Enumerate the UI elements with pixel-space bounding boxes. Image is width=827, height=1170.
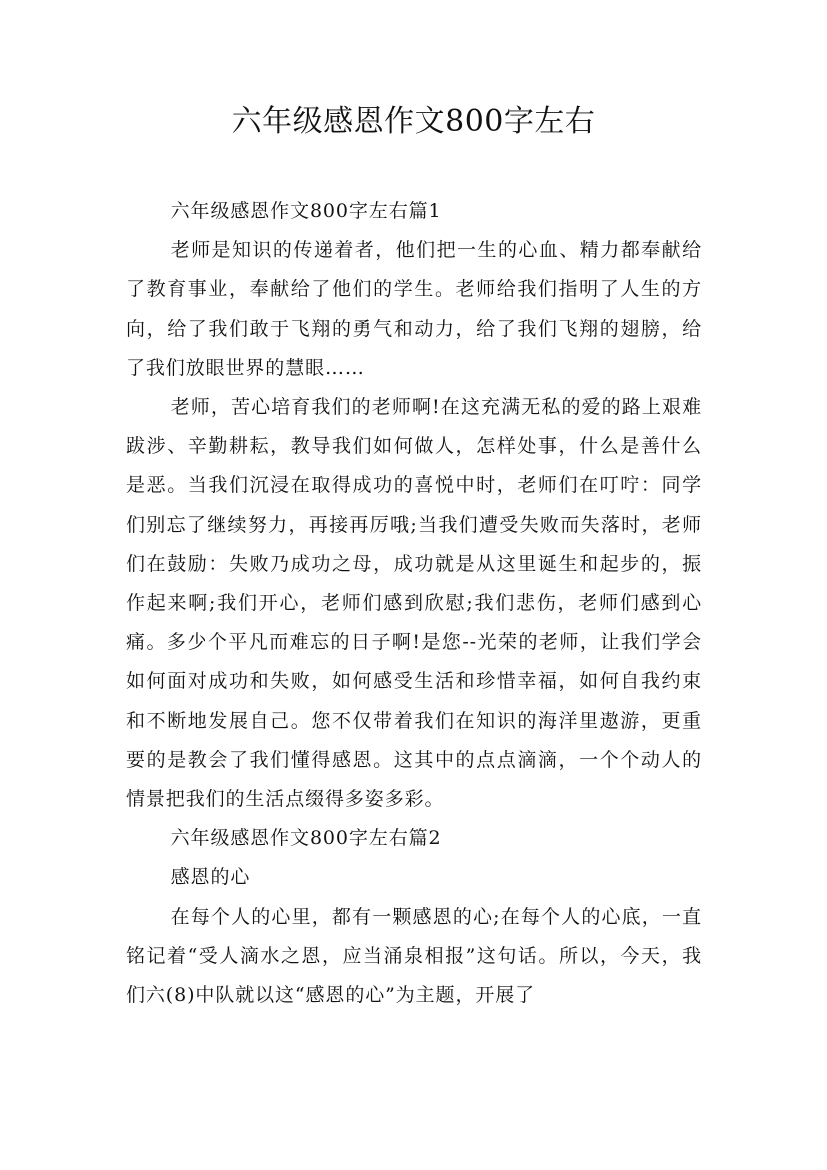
document-body [126,192,702,1015]
document-title: 六年级感恩作文800字左右 [231,104,596,139]
section-2-heading: 六年级感恩作文800字左右篇2 [170,827,442,850]
section-1-paragraph-1: 老师是知识的传递着者，他们把一生的心血、精力都奉献给了教育事业，奉献给了他们的学生。老师给我们指明了人生的方向，给了我们敢于飞翔的勇气和动力，给了我们飞翔的翅膀，给了我们放眼世界的慧眼…… [126,239,702,379]
section-2-subheading: 感恩的心 [170,866,251,889]
section-2-paragraph-1: 在每个人的心里，都有一颗感恩的心;在每个人的心底，一直铭记着“受人滴水之恩，应当涌泉相报”这句话。所以，今天，我们六(8)中队就以这“感恩的心”为主题，开展了 [126,905,702,1007]
section-1-heading: 六年级感恩作文800字左右篇1 [170,200,442,222]
section-1-paragraph-2: 老师，苦心培育我们的老师啊!在这充满无私的爱的路上艰难跋涉、辛勤耕耘，教导我们如何做人，怎样处事，什么是善什么是恶。当我们沉浸在取得成功的喜悦中时，老师们在叮咛：同学们别忘了继续努力，再接再厉哦;当我们遭受失败而失落时，老师们在鼓励：失败乃成功之母，成功就是从这里诞生和起步的，振作起来啊;我们开心，老师们感到欣慰;我们悲伤，老师们感到心痛。多少个平凡而难忘的日子啊!是您--光荣的老师，让我们学会如何面对成功和失败，如何感受生活和珍惜幸福，如何自我约束和不断地发展自己。您不仅带着我们在知识的海洋里遨游，更重要的是教会了我们懂得感恩。这其中的点点滴滴，一个个动人的情景把我们的生活点缀得多姿多彩。 [126,396,702,811]
